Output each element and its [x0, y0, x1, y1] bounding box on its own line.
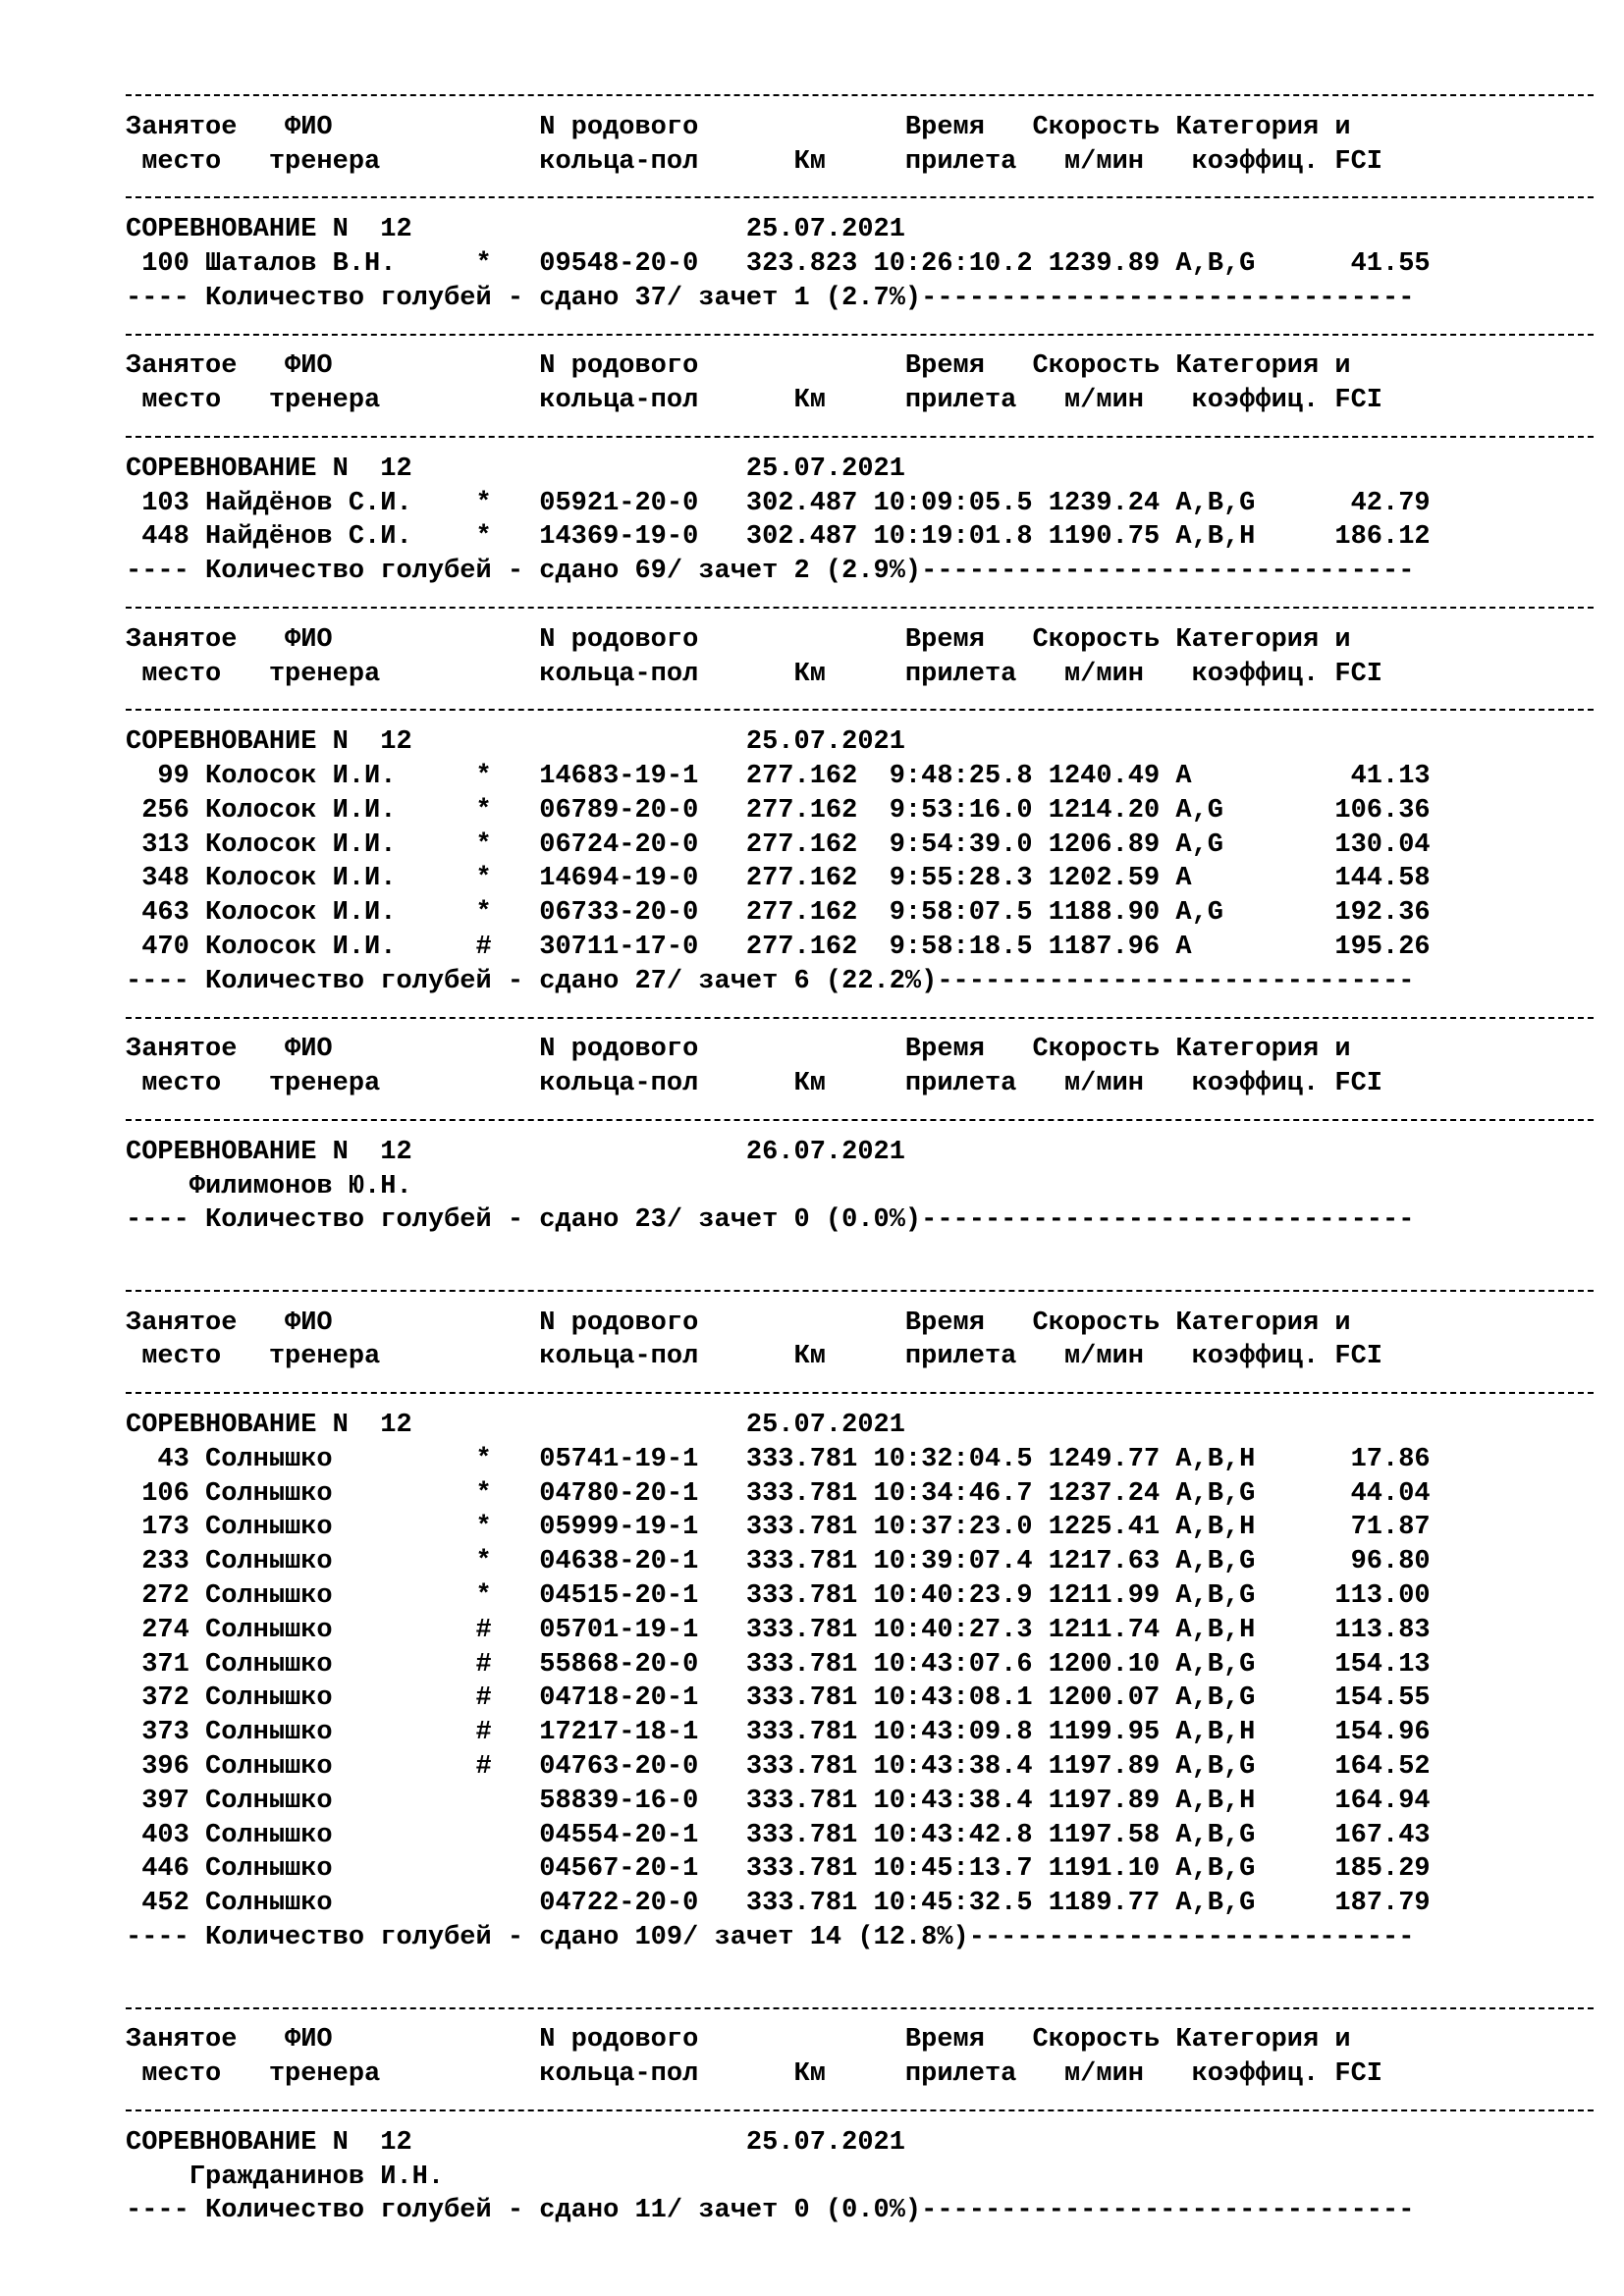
result-row: 371 Солнышко # 55868-20-0 333.781 10:43:07.6 1200.10 A,B,G 154.13 [126, 1649, 1431, 1680]
result-block [126, 999, 1589, 1272]
competition-line: СОРЕВНОВАНИЕ N 12 25.07.2021 [126, 454, 905, 484]
separator-line [126, 1272, 1589, 1307]
result-row: 396 Солнышко # 04763-20-0 333.781 10:43:38.4 1197.89 A,B,G 164.52 [126, 1752, 1431, 1783]
competition-line: СОРЕВНОВАНИЕ N 12 25.07.2021 [126, 2127, 905, 2158]
separator-line [126, 589, 1589, 623]
result-row: 348 Колосок И.И. * 14694-19-0 277.162 9:55:28.3 1202.59 A 144.58 [126, 864, 1431, 894]
separator-line [126, 316, 1589, 350]
competition-line: СОРЕВНОВАНИЕ N 12 25.07.2021 [126, 215, 905, 245]
separator-line [126, 1374, 1589, 1409]
result-row: 397 Солнышко 58839-16-0 333.781 10:43:38.4 1197.89 A,B,H 164.94 [126, 1786, 1431, 1816]
result-block [126, 77, 1589, 316]
competition-line: СОРЕВНОВАНИЕ N 12 25.07.2021 [126, 727, 905, 758]
result-row: 272 Солнышко * 04515-20-1 333.781 10:40:23.9 1211.99 A,B,G 113.00 [126, 1581, 1431, 1612]
result-row: 463 Колосок И.И. * 06733-20-0 277.162 9:58:07.5 1188.90 A,G 192.36 [126, 898, 1431, 929]
result-row: 256 Колосок И.И. * 06789-20-0 277.162 9:53:16.0 1214.20 A,G 106.36 [126, 795, 1431, 826]
separator-line [126, 418, 1589, 453]
result-row: 313 Колосок И.И. * 06724-20-0 277.162 9:54:39.0 1206.89 A,G 130.04 [126, 829, 1431, 860]
trainer-name: Гражданинов И.Н. [126, 2162, 445, 2192]
summary-line: ---- Количество голубей - сдано 109/ зачет 14 (12.8%)---------------------------- [126, 1923, 1415, 1953]
summary-line: ---- Количество голубей - сдано 23/ зачет 0 (0.0%)------------------------------- [126, 1205, 1415, 1236]
result-row: 452 Солнышко 04722-20-0 333.781 10:45:32.5 1189.77 A,B,G 187.79 [126, 1889, 1431, 1919]
spacer [126, 1955, 1589, 1990]
result-row: 446 Солнышко 04567-20-1 333.781 10:45:13.7 1191.10 A,B,G 185.29 [126, 1854, 1431, 1885]
separator-line [126, 179, 1589, 213]
results-document [126, 77, 1589, 2228]
column-header-line-2: место тренера кольца-пол Км прилета м/мин коэффиц. FCI [126, 2059, 1383, 2090]
result-block [126, 1272, 1589, 1990]
separator-line [126, 999, 1589, 1034]
spacer [126, 1238, 1589, 1272]
result-block [126, 589, 1589, 999]
summary-line: ---- Количество голубей - сдано 69/ зачет 2 (2.9%)------------------------------- [126, 557, 1415, 587]
result-row: 103 Найдёнов С.И. * 05921-20-0 302.487 10:09:05.5 1239.24 A,B,G 42.79 [126, 488, 1431, 518]
result-row: 470 Колосок И.И. # 30711-17-0 277.162 9:58:18.5 1187.96 A 195.26 [126, 932, 1431, 962]
column-header-line-2: место тренера кольца-пол Км прилета м/мин коэффиц. FCI [126, 386, 1383, 416]
separator-line [126, 691, 1589, 725]
result-row: 99 Колосок И.И. * 14683-19-1 277.162 9:48:25.8 1240.49 A 41.13 [126, 761, 1431, 791]
result-row: 100 Шаталов В.Н. * 09548-20-0 323.823 10:26:10.2 1239.89 A,B,G 41.55 [126, 248, 1431, 279]
summary-line: ---- Количество голубей - сдано 27/ зачет 6 (22.2%)------------------------------ [126, 966, 1415, 996]
separator-line [126, 77, 1589, 111]
trainer-name: Филимонов Ю.Н. [126, 1171, 412, 1201]
summary-line: ---- Количество голубей - сдано 37/ зачет 1 (2.7%)------------------------------- [126, 283, 1415, 313]
column-header-line-2: место тренера кольца-пол Км прилета м/мин коэффиц. FCI [126, 659, 1383, 689]
result-row: 373 Солнышко # 17217-18-1 333.781 10:43:09.8 1199.95 A,B,H 154.96 [126, 1718, 1431, 1748]
column-header-line-1: Занятое ФИО N родового Время Скорость Категория и [126, 1308, 1351, 1338]
column-header-line-1: Занятое ФИО N родового Время Скорость Категория и [126, 624, 1351, 655]
result-row: 274 Солнышко # 05701-19-1 333.781 10:40:27.3 1211.74 A,B,H 113.83 [126, 1615, 1431, 1645]
result-row: 173 Солнышко * 05999-19-1 333.781 10:37:23.0 1225.41 A,B,H 71.87 [126, 1513, 1431, 1543]
result-block [126, 1990, 1589, 2229]
result-row: 403 Солнышко 04554-20-1 333.781 10:43:42.8 1197.58 A,B,G 167.43 [126, 1820, 1431, 1850]
result-row: 43 Солнышко * 05741-19-1 333.781 10:32:04.5 1249.77 A,B,H 17.86 [126, 1444, 1431, 1474]
column-header-line-2: место тренера кольца-пол Км прилета м/мин коэффиц. FCI [126, 146, 1383, 177]
column-header-line-1: Занятое ФИО N родового Время Скорость Категория и [126, 2025, 1351, 2056]
summary-line: ---- Количество голубей - сдано 11/ зачет 0 (0.0%)------------------------------- [126, 2196, 1415, 2226]
column-header-line-1: Занятое ФИО N родового Время Скорость Категория и [126, 351, 1351, 382]
column-header-line-1: Занятое ФИО N родового Время Скорость Категория и [126, 1035, 1351, 1065]
column-header-line-1: Занятое ФИО N родового Время Скорость Категория и [126, 112, 1351, 142]
separator-line [126, 1990, 1589, 2024]
competition-line: СОРЕВНОВАНИЕ N 12 26.07.2021 [126, 1137, 905, 1167]
column-header-line-2: место тренера кольца-пол Км прилета м/мин коэффиц. FCI [126, 1069, 1383, 1099]
result-row: 106 Солнышко * 04780-20-1 333.781 10:34:46.7 1237.24 A,B,G 44.04 [126, 1478, 1431, 1509]
separator-line [126, 1101, 1589, 1136]
result-row: 448 Найдёнов С.И. * 14369-19-0 302.487 10:19:01.8 1190.75 A,B,H 186.12 [126, 522, 1431, 553]
result-row: 233 Солнышко * 04638-20-1 333.781 10:39:07.4 1217.63 A,B,G 96.80 [126, 1547, 1431, 1577]
column-header-line-2: место тренера кольца-пол Км прилета м/мин коэффиц. FCI [126, 1342, 1383, 1372]
separator-line [126, 2092, 1589, 2126]
competition-line: СОРЕВНОВАНИЕ N 12 25.07.2021 [126, 1411, 905, 1441]
result-block [126, 316, 1589, 589]
result-row: 372 Солнышко # 04718-20-1 333.781 10:43:08.1 1200.07 A,B,G 154.55 [126, 1683, 1431, 1714]
